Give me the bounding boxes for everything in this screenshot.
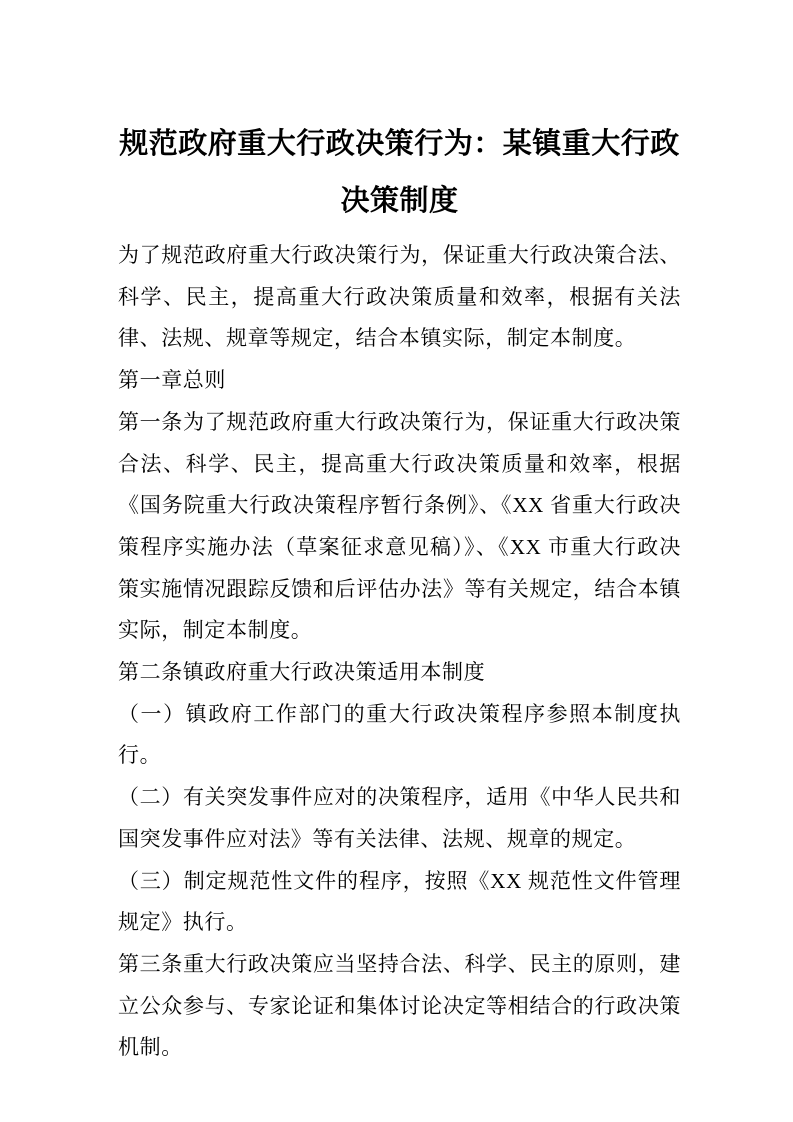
article-2-item-2: （二）有关突发事件应对的决策程序，适用《中华人民共和国突发事件应对法》等有关法律、法规、规章的规定。 xyxy=(118,785,681,851)
document-title: 规范政府重大行政决策行为：某镇重大行政决策制度 xyxy=(119,128,680,217)
preamble-paragraph: 为了规范政府重大行政决策行为，保证重大行政决策合法、科学、民主，提高重大行政决策质量和效率，根据有关法律、法规、规章等规定，结合本镇实际，制定本制度。 xyxy=(118,243,681,351)
article-1-paragraph: 第一条为了规范政府重大行政决策行为，保证重大行政决策合法、科学、民主，提高重大行政决策质量和效率，根据《国务院重大行政决策程序暂行条例》、《XX 省重大行政决策程序实施办法（草案征求意见稿）》、《XX 市重大行政决策实施情况跟踪反馈和后评估办法》等有关规定，结合本镇实际，制定本制度。 xyxy=(118,409,681,643)
chapter-1-heading: 第一章总则 xyxy=(118,368,226,393)
article-3-paragraph: 第三条重大行政决策应当坚持合法、科学、民主的原则，建立公众参与、专家论证和集体讨论决定等相结合的行政决策机制。 xyxy=(118,951,681,1060)
article-2-item-1: （一）镇政府工作部门的重大行政决策程序参照本制度执行。 xyxy=(118,701,681,768)
article-2-paragraph: 第二条镇政府重大行政决策适用本制度 xyxy=(118,660,486,685)
document-body xyxy=(118,235,681,1069)
article-2-item-3: （三）制定规范性文件的程序，按照《XX 规范性文件管理规定》执行。 xyxy=(118,868,681,935)
